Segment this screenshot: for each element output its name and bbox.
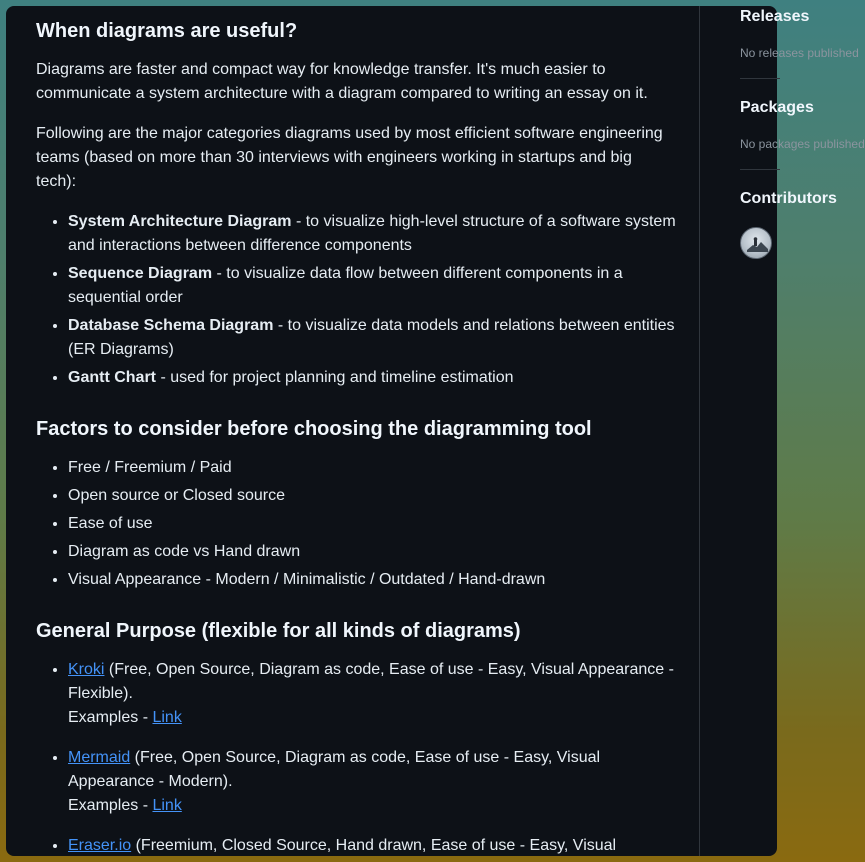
repo-sidebar bbox=[700, 6, 865, 856]
list-item-desc: - to visualize data models and relations between entities (ER Diagrams) bbox=[68, 317, 675, 358]
list-item bbox=[68, 658, 676, 730]
mermaid-link[interactable]: Mermaid bbox=[68, 749, 131, 766]
section-divider bbox=[740, 78, 780, 79]
packages-note: No packages published bbox=[740, 137, 865, 151]
categories-paragraph: Following are the major categories diagrams used by most efficient software engineering teams (based on more than 30 interviews with engineers working in startups and big tech): bbox=[36, 125, 663, 190]
mermaid-examples-link[interactable]: Link bbox=[152, 797, 182, 814]
list-item bbox=[68, 314, 676, 362]
intro-paragraph: Diagrams are faster and compact way for knowledge transfer. It's much easier to communicate a system architecture with a diagram compared to writing an essay on it. bbox=[36, 61, 648, 102]
factors-list bbox=[36, 456, 676, 592]
diagram-categories-list bbox=[36, 210, 676, 390]
heading-when-diagrams-useful: When diagrams are useful? bbox=[36, 20, 298, 42]
releases-note: No releases published bbox=[740, 46, 859, 60]
kroki-link[interactable]: Kroki bbox=[68, 661, 105, 678]
heading-factors: Factors to consider before choosing the diagramming tool bbox=[36, 418, 592, 440]
releases-title[interactable]: Releases bbox=[740, 8, 810, 25]
list-item-desc: - to visualize data flow between different components in a sequential order bbox=[68, 265, 623, 306]
tool-desc: (Free, Open Source, Diagram as code, Ease of use - Easy, Visual Appearance - Modern). bbox=[68, 749, 601, 790]
list-item-term: System Architecture Diagram bbox=[68, 213, 292, 230]
list-item bbox=[68, 834, 676, 858]
contributor-avatar[interactable] bbox=[740, 227, 772, 259]
tool-desc: (Free, Open Source, Diagram as code, Ease of use - Easy, Visual Appearance - Flexible). bbox=[68, 661, 674, 702]
list-item-desc: - used for project planning and timeline estimation bbox=[156, 369, 514, 386]
kroki-examples-link[interactable]: Link bbox=[152, 709, 182, 726]
section-divider bbox=[740, 169, 780, 170]
tool-desc: (Freemium, Closed Source, Hand drawn, Ease of use - Easy, Visual bbox=[131, 837, 617, 854]
examples-label: Examples - bbox=[68, 797, 153, 814]
list-item-term: Database Schema Diagram bbox=[68, 317, 274, 334]
list-item: • Diagram as code vs Hand drawn bbox=[68, 540, 676, 564]
browser-window bbox=[6, 6, 865, 856]
readme-content bbox=[6, 6, 699, 856]
tools-list bbox=[36, 658, 676, 858]
list-item: • Visual Appearance - Modern / Minimalistic / Outdated / Hand-drawn bbox=[68, 568, 676, 592]
examples-label: Examples - bbox=[68, 709, 153, 726]
list-item-term: Gantt Chart bbox=[68, 369, 156, 386]
list-item bbox=[68, 746, 676, 818]
list-item: • Free / Freemium / Paid bbox=[68, 456, 676, 480]
contributors-title[interactable]: Contributors bbox=[740, 190, 837, 207]
list-item-term: Sequence Diagram bbox=[68, 265, 213, 282]
heading-general-purpose: General Purpose (flexible for all kinds of diagrams) bbox=[36, 620, 521, 642]
list-item bbox=[68, 262, 676, 310]
packages-title[interactable]: Packages bbox=[740, 99, 814, 116]
avatar-image-icon bbox=[741, 228, 773, 260]
list-item bbox=[68, 366, 676, 390]
eraser-link[interactable]: Eraser.io bbox=[68, 837, 132, 854]
list-item-desc: - to visualize high-level structure of a software system and interactions between difference components bbox=[68, 213, 676, 254]
list-item: • Ease of use bbox=[68, 512, 676, 536]
list-item bbox=[68, 210, 676, 258]
list-item: • Open source or Closed source bbox=[68, 484, 676, 508]
